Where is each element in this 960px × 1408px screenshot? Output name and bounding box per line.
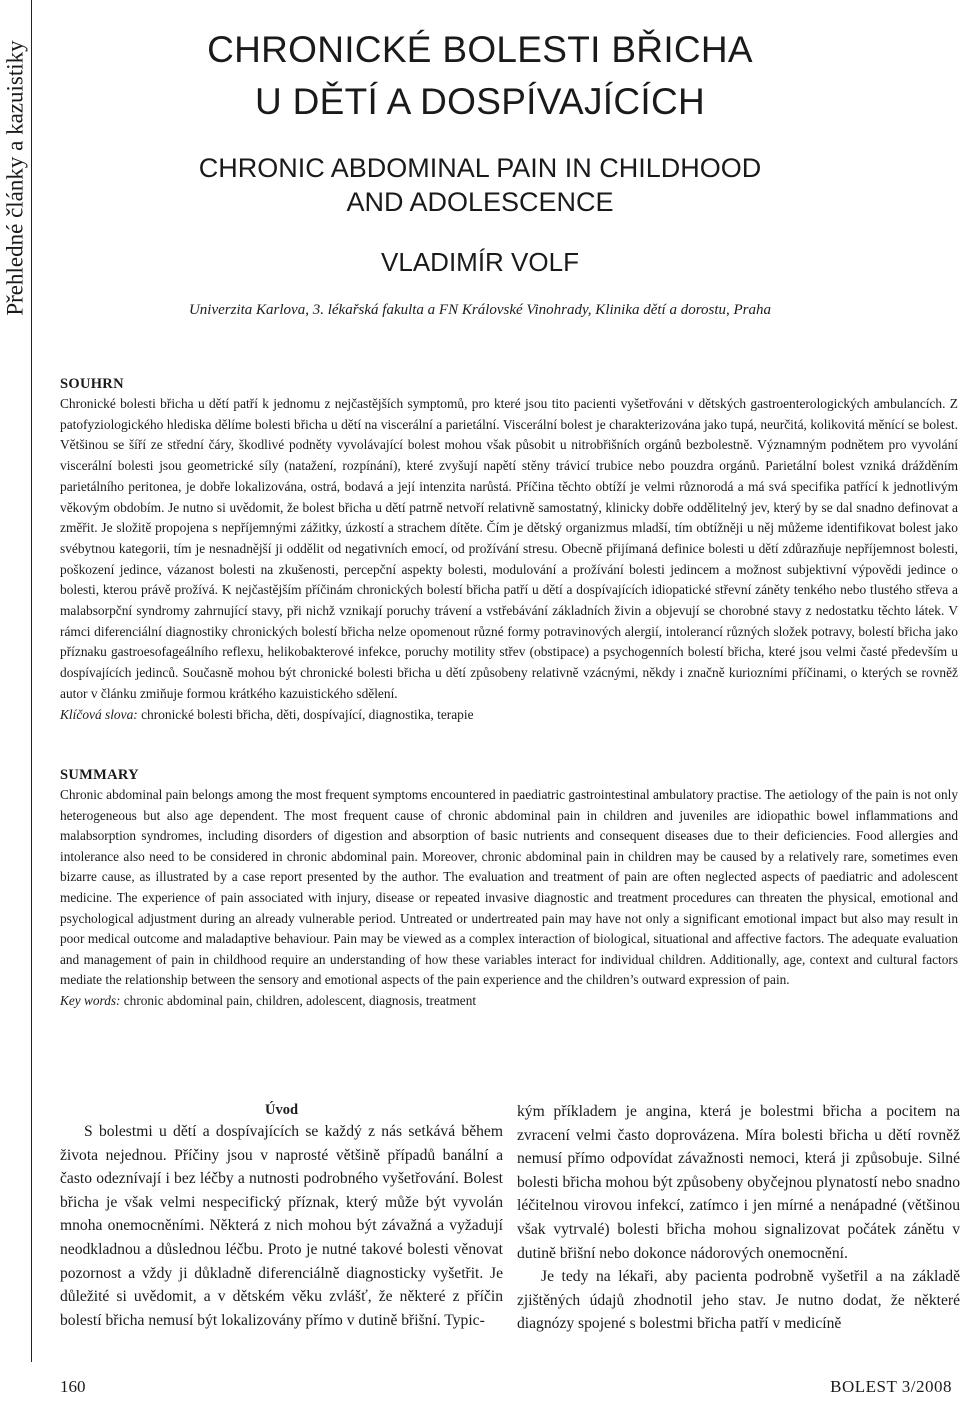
souhrn-keywords-label: Klíčová slova: [60, 706, 138, 722]
english-title-line2: AND ADOLESCENCE [346, 187, 614, 217]
author-affiliation: Univerzita Karlova, 3. lékařská fakulta a FN Královské Vinohrady, Klinika dětí a dorostu, Praha [188, 302, 772, 318]
author-name: VLADIMÍR VOLF [381, 247, 579, 277]
page-number: 160 [60, 1377, 86, 1396]
section-side-label [0, 0, 32, 355]
article-title-line2: U DĚTÍ A DOSPÍVAJÍCÍCH [254, 81, 705, 122]
journal-issue: BOLEST 3/2008 [830, 1377, 952, 1396]
intro-heading: Úvod [264, 1102, 299, 1118]
souhrn-keywords [60, 705, 958, 726]
body-column-right [517, 1100, 960, 1336]
summary-keywords-list: chronic abdominal pain, children, adolescent, diagnosis, treatment [123, 992, 477, 1008]
vertical-divider [31, 0, 32, 1362]
souhrn-heading: SOUHRN [60, 376, 124, 392]
summary-section [60, 767, 958, 1012]
english-title-line1: CHRONIC ABDOMINAL PAIN IN CHILDHOOD [198, 153, 762, 183]
intro-paragraph-right-1: kým příkladem je angina, která je bolestmi břicha a pocitem na zvracení velmi často doprovázena. Míra bolesti břicha u dětí rovněž nemusí přímo odpovídat závažnosti nemoci, která ji způsobuje. Silné bolesti břicha mohou být způsobeny obyčejnou plynatostí nebo snadno léčitelnou virovou infekcí, zatímco i jen mírné a nenápadné (většinou však vytrvalé) bolesti břicha mohou signalizovat počátek zánětu v dutině břišní nebo dokonce nádorových onemocnění. [517, 1103, 960, 1262]
intro-paragraph-left: S bolestmi u dětí a dospívajících se každý z nás setkává během života nejednou. Příčiny jsou v naprosté většině případů banální a často odeznívají i bez léčby a nutnosti podrobného vyšetřování. Bolest břicha je však velmi nespecifický příznak, který může být vyvolán mnoha onemocněními. Některá z nich mohou být závažná a vyžadují neodkladnou a důslednou léčbu. Proto je nutné takové bolesti věnovat pozornost a vždy ji důkladně diferenciálně diagnosticky vyšetřit. Je důležité si uvědomit, a v dětském věku zvlášť, že některé z příčin bolestí břicha nemusí být lokalizovány přímo v dutině břišní. Typic- [60, 1123, 503, 1329]
summary-heading: SUMMARY [60, 767, 139, 783]
summary-keywords-label: Key words: [60, 992, 121, 1008]
summary-keywords [60, 991, 958, 1012]
souhrn-section [60, 376, 958, 725]
summary-text: Chronic abdominal pain belongs among the most frequent symptoms encountered in paediatric gastrointestinal ambulatory practise. The aetiology of the pain is not only heterogeneous but also age dependent. The most frequent cause of chronic abdominal pain in children and juveniles are idiopathic bowel inflammations and malabsorption syndromes, including disorders of digestion and absorption of basic nutrients and consequent diseases due to their deficiencies. Food allergies and intolerance also need to be considered in chronic abdominal pain. Moreover, chronic abdominal pain in children may be caused by a relatively rare, sometimes even bizarre cause, as illustrated by a case report presented by the author. The evaluation and treatment of pain are often neglected aspects of paediatric and adolescent medicine. The experience of pain associated with injury, disease or repeated invasive diagnostic and treatment procedures can threaten the physical, emotional and psychological adjustment during an already vulnerable period. Untreated or undertreated pain may have not only a significant emotional impact but also may result in poor medical outcome and maladaptive behaviour. Pain may be viewed as a complex interaction of biological, situational and affective factors. The adequate evaluation and management of pain in childhood require an understanding of how these variables interact for individual children. Additionally, age, context and cultural factors mediate the relationship between the sensory and emotional aspects of the pain experience and the children’s outward expression of pain. [60, 787, 958, 988]
intro-paragraph-right-2: Je tedy na lékaři, aby pacienta podrobně vyšetřil a na základě zjištěných údajů zhodnotil jeho stav. Je nutno dodat, že některé diagnózy spojené s bolestmi břicha patří v medicíně [517, 1268, 960, 1333]
body-column-left [60, 1100, 503, 1332]
article-title-line1: CHRONICKÉ BOLESTI BŘICHA [207, 29, 753, 70]
section-side-label-text: Přehledné články a kazuistiky [3, 39, 28, 316]
souhrn-keywords-list: chronické bolesti břicha, děti, dospívající, diagnostika, terapie [141, 706, 474, 722]
souhrn-text: Chronické bolesti břicha u dětí patří k jednomu z nejčastějších symptomů, pro které jsou tito pacienti vyšetřováni v dětských gastroenterologických ambulancích. Z patofyziologického hlediska dělíme bolesti břicha u dětí na viscerální a parietální. Viscerální bolest je charakterizována jako tupá, neurčitá, kolikovitá měnící se bolest. Většinou se šíří ze střední čáry, škodlivé podněty vyvolávající bolest mohou však působit u nitrobřišních orgánů bezbolestně. Významným podnětem pro vyvolání viscerální bolesti jsou geometrické síly (natažení, rozpínání), které zvyšují napětí stěny trávicí trubice nebo pouzdra orgánů. Parietální bolest vzniká drážděním parietálního peritonea, je dobře lokalizována, ostrá, bodavá a její intenzita narůstá. Příčina těchto obtíží je velmi různorodá a má svá specifika patřící k jednotlivým věkovým obdobím. Je nutno si uvědomit, že bolest břicha u dětí patrně netvoří relativně samostatný, klinicky dobře oddělitelný jev, který by se dal snadno definovat a změřit. Je složitě propojena s nepříjemnými zážitky, úzkostí a strachem dítěte. Čím je dětský organizmus mladší, tím obtížněji u něj můžeme identifikovat bolest jako svébytnou kategorii, tím je nesnadnější ji oddělit od negativních emocí, od prožívání stresu. Obecně přijímaná definice bolesti u dětí zdůrazňuje nepříjemnost bolesti, poškození jedince, vázanost bolesti na zkušenosti, percepční aspekty bolesti, modulování a prožívání bolesti jedincem a možnost subjektivní výpovědi jedince o bolesti, kterou právě prožívá. K nejčastějším příčinám chronických bolestí břicha patří u dětí a dospívajících idiopatické střevní záněty tenkého nebo tlustého střeva a malabsorpční syndromy zahrnující stavy, při nichž vznikají poruchy trávení a vstřebávání základních živin a objevují se chorobné stavy z nedostatku těchto látek. V rámci diferenciální diagnostiky chronických bolestí břicha nelze opomenout různé formy potravinových alergií, intolerancí různých složek potravy, bolestí břicha jako příznaku gastroesofageálního reflexu, helikobakterové infekce, poruchy motility střev (obstipace) a psychogenních bolestí břicha, které jsou velmi časté především u dospívajících jedinců. Současně mohou být chronické bolesti břicha u dětí způsobeny relativně vzácnými, někdy i značně kuriozními příčinami, o kterých se rovněž autor v článku zmiňuje formou krátkého kazuistického sdělení. [60, 396, 958, 701]
